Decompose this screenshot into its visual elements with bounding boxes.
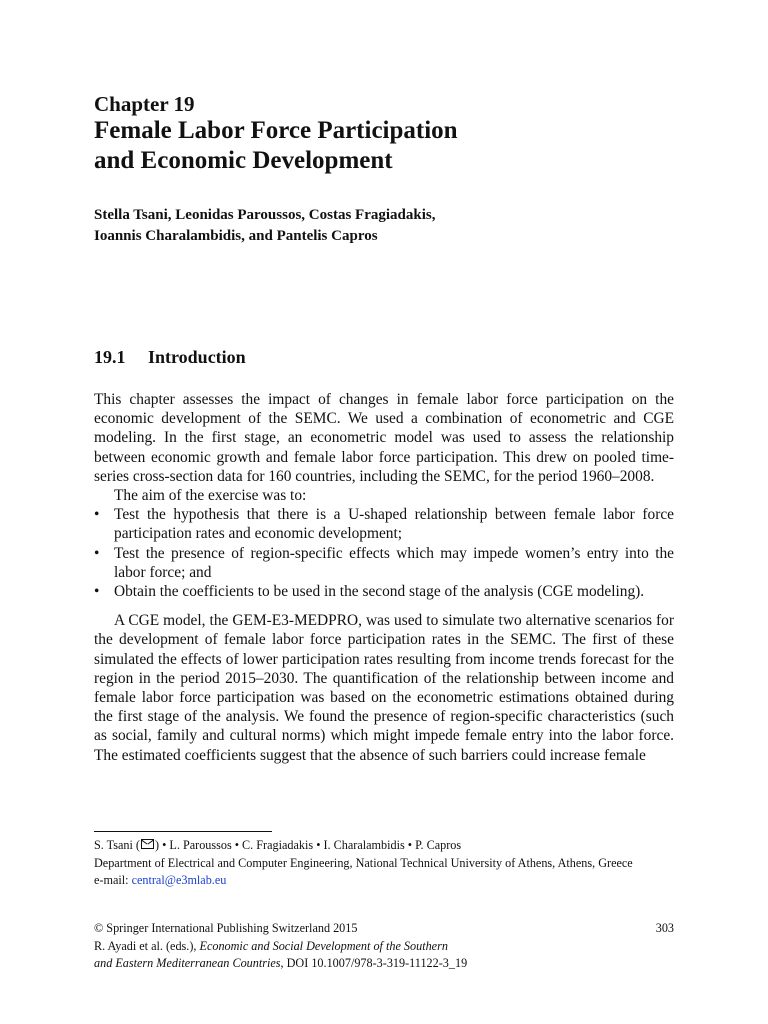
paragraph-2: The aim of the exercise was to: bbox=[114, 487, 307, 505]
author-list bbox=[94, 205, 694, 247]
bullet-icon: • bbox=[94, 583, 100, 601]
section-title: Introduction bbox=[148, 347, 246, 367]
bullet-list bbox=[94, 505, 674, 601]
body-text bbox=[94, 390, 674, 765]
book-title-2: and Eastern Mediterranean Countries bbox=[94, 956, 281, 970]
page-number: 303 bbox=[655, 921, 674, 935]
bullet-text: Test the hypothesis that there is a U-shaped relationship between female labor force participation rates and economic development; bbox=[114, 506, 674, 543]
citation-line-2 bbox=[94, 955, 674, 973]
author-footnote bbox=[94, 837, 694, 890]
section-heading bbox=[94, 345, 246, 369]
email-link[interactable]: central@e3mlab.eu bbox=[131, 873, 227, 887]
footnote-authors bbox=[94, 837, 694, 855]
copyright-line bbox=[94, 920, 674, 938]
bullet-item bbox=[94, 582, 674, 601]
bullet-icon: • bbox=[94, 506, 100, 524]
copyright-text: © Springer International Publishing Switzerland 2015 bbox=[94, 921, 358, 935]
chapter-label: Chapter 19 bbox=[94, 92, 195, 116]
bullet-icon: • bbox=[94, 544, 100, 562]
footnote-affiliation: Department of Electrical and Computer Engineering, National Technical University of Athens, Athens, Greece bbox=[94, 855, 633, 870]
email-label: e-mail: bbox=[94, 873, 132, 887]
section-number: 19.1 bbox=[94, 347, 126, 367]
author-list-line-2: Ioannis Charalambidis, and Pantelis Capros bbox=[94, 228, 378, 244]
citation-line-1 bbox=[94, 938, 674, 956]
footnote-author-rest: ) • L. Paroussos • C. Fragiadakis • I. Charalambidis • P. Capros bbox=[154, 838, 462, 852]
chapter-title-line-1: Female Labor Force Participation bbox=[94, 117, 458, 144]
bullet-text: Obtain the coefficients to be used in the second stage of the analysis (CGE modeling). bbox=[114, 583, 645, 601]
bullet-text: Test the presence of region-specific effects which may impede women’s entry into the labor force; and bbox=[114, 544, 674, 581]
paragraph-3: A CGE model, the GEM-E3-MEDPRO, was used to simulate two alternative scenarios for the development of female labor force participation rates in the SEMC. The first of these simulated the effects of lower participation rates resulting from income trends forecast for the region in the period 2015–2030. The quantification of the relationship between income and female labor force participation was based on the econometric estimations obtained during the first stage of the analysis. We found the presence of region-specific characteristics (such as social, family and cultural norms) which might impede female entry into the labor force. The estimated coefficients suggest that the absence of such barriers could increase female bbox=[94, 612, 674, 764]
doi: , DOI 10.1007/978-3-319-11122-3_19 bbox=[280, 956, 468, 970]
bullet-item bbox=[94, 505, 674, 543]
bullet-item bbox=[94, 544, 674, 582]
book-title-1: Economic and Social Development of the Southern bbox=[199, 938, 448, 953]
author-list-line-1: Stella Tsani, Leonidas Paroussos, Costas Fragiadakis, bbox=[94, 207, 436, 223]
envelope-icon bbox=[141, 839, 154, 849]
footnote-author-first: S. Tsani ( bbox=[94, 838, 140, 852]
publication-info bbox=[94, 920, 674, 973]
chapter-title bbox=[94, 116, 694, 176]
citation-editors: R. Ayadi et al. (eds.), bbox=[94, 938, 200, 953]
footnote-divider bbox=[94, 831, 272, 832]
chapter-title-line-2: and Economic Development bbox=[94, 147, 393, 174]
footnote-email-line bbox=[94, 872, 694, 890]
paragraph-1: This chapter assesses the impact of changes in female labor force participation on the economic development of the SEMC. We used a combination of econometric and CGE modeling. In the first stage, an econometric model was used to assess the relationship between economic growth and female labor force participation. This drew on pooled time-series cross-section data for 160 countries, including the SEMC, for the period 1960–2008. bbox=[94, 391, 674, 485]
